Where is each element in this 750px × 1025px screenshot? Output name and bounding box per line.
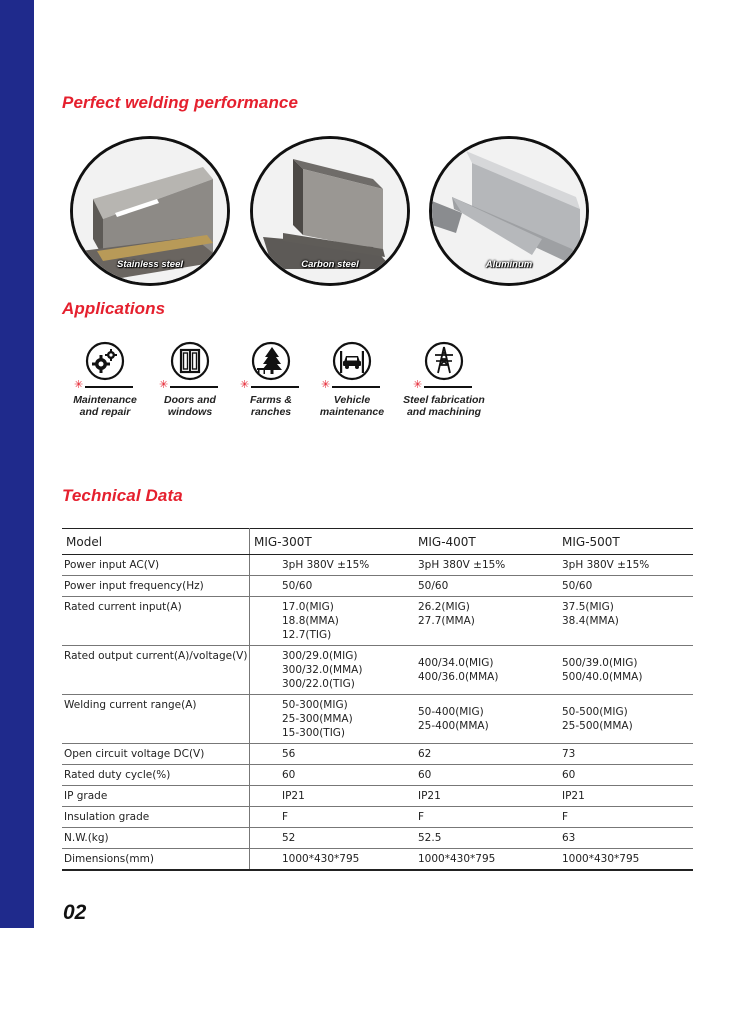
app-maintenance (62, 341, 148, 418)
table-cell: Welding current range(A) (62, 695, 250, 744)
table-cell: Rated current input(A) (62, 597, 250, 646)
table-header-row (62, 529, 693, 555)
cell-lines: 26.2(MIG) 27.7(MMA) (418, 601, 475, 627)
table-cell: 62 (414, 744, 558, 765)
sample-stainless-steel (70, 136, 230, 286)
table-row (62, 744, 693, 765)
cell-lines: 300/29.0(MIG) 300/32.0(MMA) 300/22.0(TIG) (282, 650, 363, 690)
table-cell: 3pH 380V ±15% (414, 555, 558, 576)
table-cell: 50/60 (414, 576, 558, 597)
table-cell: F (250, 807, 415, 828)
cell-lines: 50-400(MIG) 25-400(MMA) (418, 706, 489, 732)
table-cell: 60 (250, 765, 415, 786)
table-cell (250, 695, 415, 744)
table-cell (558, 597, 693, 646)
app-divider: ✳ (324, 383, 380, 392)
table-cell (250, 646, 415, 695)
heading-technical-data: Technical Data (62, 486, 183, 505)
table-cell: 73 (558, 744, 693, 765)
table-cell (558, 695, 693, 744)
table-cell: 3pH 380V ±15% (250, 555, 415, 576)
table-cell: IP grade (62, 786, 250, 807)
app-divider: ✳ (416, 383, 472, 392)
table-cell: 1000*430*795 (250, 849, 415, 871)
app-divider: ✳ (243, 383, 299, 392)
app-doors-windows (147, 341, 233, 418)
table-row (62, 576, 693, 597)
table-cell: 50/60 (250, 576, 415, 597)
table-row (62, 828, 693, 849)
table-cell: Open circuit voltage DC(V) (62, 744, 250, 765)
table-cell: 1000*430*795 (414, 849, 558, 871)
header-cell: Model (62, 529, 250, 555)
side-bar (0, 0, 34, 928)
table-cell: 1000*430*795 (558, 849, 693, 871)
table-row (62, 807, 693, 828)
app-vehicle-maintenance (309, 341, 395, 418)
table-row (62, 695, 693, 744)
table-cell: 52.5 (414, 828, 558, 849)
tree-icon (251, 341, 291, 381)
table-cell: Dimensions(mm) (62, 849, 250, 871)
table-cell: IP21 (414, 786, 558, 807)
gears-icon (85, 341, 125, 381)
table-cell (414, 695, 558, 744)
cell-lines: 50-500(MIG) 25-500(MMA) (562, 706, 633, 732)
heading-performance: Perfect welding performance (62, 93, 299, 112)
cell-lines: 500/39.0(MIG) 500/40.0(MMA) (562, 657, 643, 683)
table-cell: 50/60 (558, 576, 693, 597)
header-cell: MIG-500T (558, 529, 693, 555)
page-number: 02 (63, 901, 87, 924)
app-steel-fabrication (396, 341, 492, 418)
app-divider: ✳ (162, 383, 218, 392)
table-cell: IP21 (558, 786, 693, 807)
table-cell (414, 646, 558, 695)
sample-aluminum (429, 136, 589, 286)
table-cell: 60 (558, 765, 693, 786)
table-row (62, 597, 693, 646)
door-window-icon (170, 341, 210, 381)
sample-label: Aluminum (485, 259, 533, 270)
app-divider: ✳ (77, 383, 133, 392)
app-label: Vehicle maintenance (319, 394, 385, 418)
table-cell: Power input frequency(Hz) (62, 576, 250, 597)
technical-data-table (62, 528, 693, 871)
cell-lines: 50-300(MIG) 25-300(MMA) 15-300(TIG) (282, 699, 353, 739)
tower-icon (424, 341, 464, 381)
table-cell: F (414, 807, 558, 828)
table-cell: 56 (250, 744, 415, 765)
app-label: Steel fabrication and machining (403, 394, 485, 418)
table-cell: 60 (414, 765, 558, 786)
app-label: Doors and windows (164, 394, 216, 418)
app-label: Farms & ranches (249, 394, 292, 418)
table-cell: IP21 (250, 786, 415, 807)
cell-lines: 37.5(MIG) 38.4(MMA) (562, 601, 619, 627)
header-cell: MIG-300T (250, 529, 415, 555)
sample-label: Carbon steel (301, 259, 359, 270)
table-cell: 52 (250, 828, 415, 849)
table-cell: 63 (558, 828, 693, 849)
table-cell: Rated duty cycle(%) (62, 765, 250, 786)
app-label: Maintenance and repair (73, 394, 137, 418)
sample-carbon-steel (250, 136, 410, 286)
table-row (62, 849, 693, 871)
table-cell (558, 646, 693, 695)
header-cell: MIG-400T (414, 529, 558, 555)
table-cell (414, 597, 558, 646)
table-row (62, 646, 693, 695)
heading-applications: Applications (62, 299, 166, 318)
table-row (62, 555, 693, 576)
table-cell: Power input AC(V) (62, 555, 250, 576)
table-cell: F (558, 807, 693, 828)
table-row (62, 765, 693, 786)
table-cell (250, 597, 415, 646)
table-cell: Insulation grade (62, 807, 250, 828)
car-lift-icon (332, 341, 372, 381)
table-cell: 3pH 380V ±15% (558, 555, 693, 576)
cell-lines: 17.0(MIG) 18.8(MMA) 12.7(TIG) (282, 601, 339, 641)
sample-label: Stainless steel (116, 259, 183, 270)
cell-lines: 400/34.0(MIG) 400/36.0(MMA) (418, 657, 499, 683)
app-farms-ranches (228, 341, 314, 418)
table-row (62, 786, 693, 807)
table-cell: Rated output current(A)/voltage(V) (62, 646, 250, 695)
table-cell: N.W.(kg) (62, 828, 250, 849)
